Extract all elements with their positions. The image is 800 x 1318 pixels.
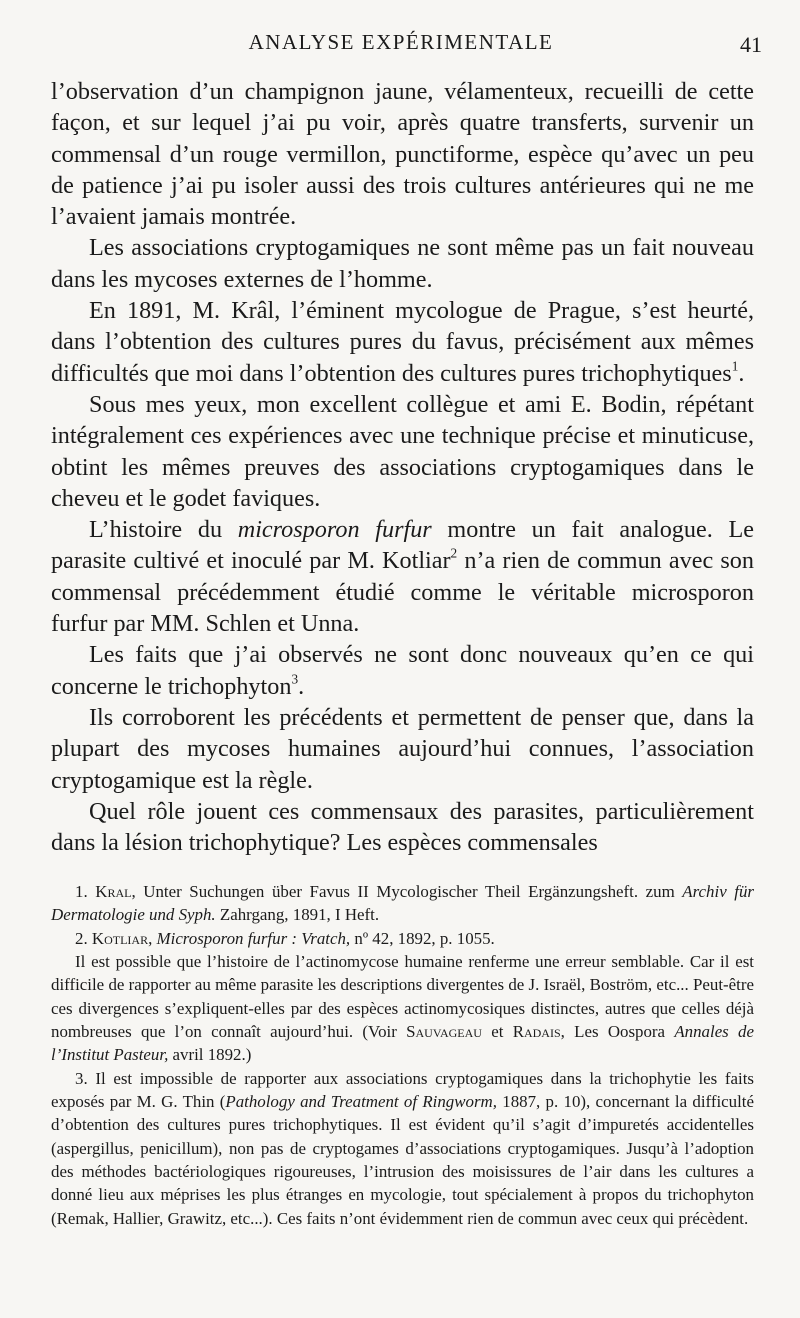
footnote-3 — [51, 1067, 754, 1230]
running-header — [40, 30, 762, 60]
paragraph-5-italic: microsporon furfur — [237, 516, 432, 544]
footnote-1-text-b: Zahrgang, 1891, I Heft. — [215, 905, 380, 925]
footnote-ref-1: 1 — [731, 358, 739, 374]
footnote-3-title: Pathology and Treatment of Ringworm, — [225, 1092, 497, 1112]
paragraph-6-text: Les faits que j’ai observés ne sont donc nouveaux qu’en ce qui concerne le trichophyton — [51, 641, 754, 700]
footnote-ref-3: 3 — [291, 671, 299, 686]
paragraph-3-end: . — [738, 359, 745, 387]
footnote-1-number: 1. — [75, 882, 88, 901]
paragraph-8: Quel rôle jouent ces commensaux des parasites, particulièrement dans la lésion trichophytique? Les espèces commensales — [51, 797, 754, 857]
footnote-3-text-a: Il est impossible de rapporter aux associations cryptogamiques dans la trichophytie les faits exposés par M. G. Thin ( — [51, 1068, 754, 1112]
footnote-1-author: Kral, — [95, 882, 136, 901]
page-number: 41 — [740, 32, 762, 57]
footnote-2-text: nº 42, 1892, p. 1055. — [350, 928, 495, 948]
footnote-2-and: et — [481, 1022, 513, 1042]
footnote-2-continuation — [51, 950, 754, 1067]
footnote-2-cont-b: Les Oospora — [564, 1022, 675, 1042]
footnotes — [51, 880, 754, 1230]
footnote-2-number: 2. — [75, 928, 88, 948]
footnote-2-author: Kotliar, — [91, 928, 153, 948]
paragraph-5 — [51, 514, 754, 639]
running-title: ANALYSE EXPÉRIMENTALE — [248, 30, 554, 54]
footnote-ref-2: 2 — [450, 545, 458, 561]
paragraph-5-c: n’a rien de commun avec son commensal précédemment étudié comme le véritable microsporon furfur par MM. Schlen et Unna. — [51, 547, 754, 638]
paragraph-3-text: En 1891, M. Krâl, l’éminent mycologue de Prague, s’est heurté, dans l’obtention des cultures pures du favus, précisément aux mêmes difficultés que moi dans l’obtention des cultures pures trichophytiques — [51, 297, 754, 387]
paragraph-1: l’observation d’un champignon jaune, vélamenteux, recueilli de cette façon, et sur lequel j’ai pu voir, après quatre transferts, survenir un commensal d’un rouge vermillon, punctiforme, espèce qu’avec un peu de patience j’ai pu isoler aussi des trois cultures antérieures qui ne me l’avaient jamais montrée. — [51, 78, 754, 231]
footnote-2-annales: Annales de l’Institut Pasteur, — [51, 1022, 754, 1065]
footnote-3-number: 3. — [75, 1068, 88, 1088]
paragraph-4: Sous mes yeux, mon excellent collègue et ami E. Bodin, répétant intégralement ces expériences avec une technique précise et minuticuse, obtint les mêmes preuves des associations cryptogamiques dans le cheveu et le godet faviques. — [51, 390, 754, 512]
footnote-2-cont-a: Il est possible que l’histoire de l’actinomycose humaine renferme une erreur semblable. Car il est difficile de rapporter au même parasite les descriptions divergentes de J. Israël, Boström, etc... Peut-être ces divergences s’expliquent-elles par des espèces actinomycosiques distinctes, autres que celles déjà nombreuses que l’on connaît aujourd’hui. (Voir — [51, 952, 754, 1042]
footnote-2 — [51, 927, 754, 950]
footnote-2-radais: Radais, — [512, 1022, 565, 1042]
paragraph-2: Les associations cryptogamiques ne sont même pas un fait nouveau dans les mycoses externes de l’homme. — [51, 234, 754, 293]
footnote-1 — [51, 880, 754, 927]
paragraph-7: Ils corroborent les précédents et permettent de penser que, dans la plupart des mycoses humaines aujourd’hui connues, l’association cryptogamique est la règle. — [51, 703, 754, 794]
footnote-2-cont-c: avril 1892.) — [168, 1045, 252, 1065]
footnote-1-journal: Archiv für Dermatologie und Syph. — [51, 882, 754, 925]
paragraph-5-b: montre un fait analogue. Le parasite cultivé et inoculé par M. Kotliar — [51, 516, 754, 575]
footnote-2-title: Microsporon furfur : Vratch, — [152, 928, 351, 948]
paragraph-6-end: . — [298, 672, 305, 700]
paragraph-5-a: L’histoire du — [89, 516, 238, 544]
footnote-3-text-b: 1887, p. 10), concernant la difficulté d’obtention des cultures pures trichophytiques. Il est évident qu’il s’agit d’impuretés accidentelles (aspergillus, penicillum), non pas de cryptogames d’associations cryptogamiques. Jusqu’à l’adoption des méthodes bactériologiques rigoureuses, l’intrusion des moisissures de l’air dans les cultures a donné lieu aux méprises les plus étranges en mycologie, tout spécialement à propos du trichophyton (Remak, Hallier, Grawitz, etc...). Ces faits n’ont évidemment rien de commun avec ceux qui précèdent. — [51, 1092, 754, 1228]
paragraph-3 — [51, 295, 754, 389]
footnote-2-sauvageau: Sauvageau — [406, 1022, 482, 1042]
footnote-1-text-a: Unter Suchungen über Favus II Mycologischer Theil Ergänzungsheft. zum — [135, 882, 683, 901]
main-text — [51, 76, 754, 858]
paragraph-6 — [51, 639, 754, 702]
